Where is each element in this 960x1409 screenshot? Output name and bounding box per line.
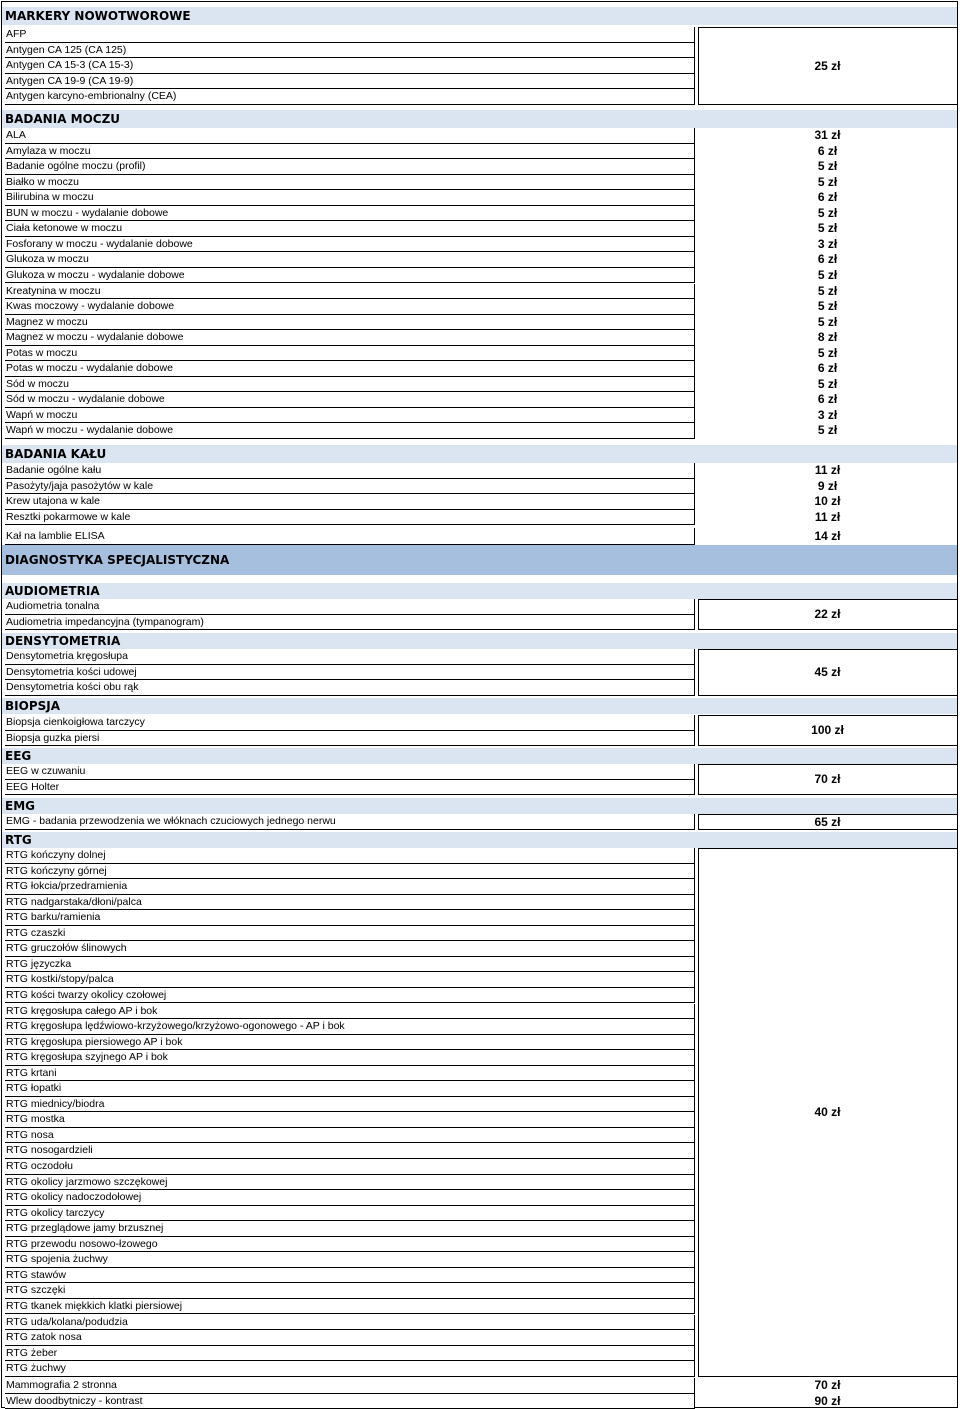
- section-audiometria-band: [2, 583, 957, 599]
- rtg-item: RTG nosogardzieli: [5, 1143, 695, 1159]
- eeg-item: EEG Holter: [5, 780, 695, 796]
- marker-item: AFP: [5, 27, 695, 43]
- mocz-price: 6 zł: [817, 392, 838, 407]
- mocz-price: 5 zł: [817, 314, 838, 329]
- marker-item: Antygen karcyno-embrionalny (CEA): [5, 89, 695, 105]
- mocz-item: Amylaza w moczu: [5, 144, 695, 160]
- mocz-item: BUN w moczu - wydalanie dobowe: [5, 206, 695, 222]
- mocz-item: Wapń w moczu: [5, 408, 695, 424]
- densytometria-item: Densytometria kości udowej: [5, 665, 695, 681]
- section-eeg: EEG: [5, 749, 32, 763]
- densytometria-item: Densytometria kości obu rąk: [5, 680, 695, 696]
- rtg-item: RTG mostka: [5, 1112, 695, 1128]
- rtg-item: RTG kręgosłupa piersiowego AP i bok: [5, 1035, 695, 1051]
- rtg-item: RTG kręgosłupa szyjnego AP i bok: [5, 1050, 695, 1066]
- mocz-price: 5 zł: [817, 423, 838, 438]
- rtg-item: RTG szczęki: [5, 1283, 695, 1299]
- densytometria-item: Densytometria kręgosłupa: [5, 649, 695, 665]
- rtg-item: RTG kostki/stopy/palca: [5, 972, 695, 988]
- section-biopsja: BIOPSJA: [5, 699, 61, 713]
- section-mocz-band: [2, 110, 957, 128]
- rtg-item: RTG przeglądowe jamy brzusznej: [5, 1221, 695, 1237]
- mocz-price: 31 zł: [814, 128, 841, 142]
- mocz-price: 5 zł: [817, 267, 838, 282]
- rtg-item: RTG kręgosłupa lędźwiowo-krzyżowego/krzyżowo-ogonowego - AP i bok: [5, 1019, 695, 1035]
- mocz-price: 5 zł: [817, 345, 838, 360]
- rtg-item: RTG gruczołów ślinowych: [5, 941, 695, 957]
- rtg-item: RTG oczodołu: [5, 1159, 695, 1175]
- rtg-item: RTG barku/ramienia: [5, 910, 695, 926]
- section-biopsja-band: [2, 698, 957, 714]
- biopsja-item: Biopsja cienkoigłowa tarczycy: [5, 715, 695, 731]
- emg-price: 65 zł: [814, 815, 841, 829]
- mocz-item: Fosforany w moczu - wydalanie dobowe: [5, 237, 695, 253]
- price-list-sheet: [1, 1, 958, 1408]
- rtg-item: RTG stawów: [5, 1268, 695, 1284]
- mocz-item: Bilirubina w moczu: [5, 190, 695, 206]
- kal-item: Kał na lamblie ELISA: [5, 528, 695, 545]
- rtg-item: RTG czaszki: [5, 926, 695, 942]
- eeg-price: 70 zł: [814, 772, 841, 786]
- audiometria-item: Audiometria tonalna: [5, 599, 695, 615]
- rtg-item: RTG języczka: [5, 957, 695, 973]
- section-diagnostyka: DIAGNOSTYKA SPECJALISTYCZNA: [5, 553, 230, 567]
- section-eeg-band: [2, 748, 957, 764]
- section-kal-band: [2, 445, 957, 463]
- emg-item: EMG - badania przewodzenia we włóknach czuciowych jednego nerwu: [5, 814, 695, 830]
- tail-item: Mammografia 2 stronna: [5, 1378, 695, 1394]
- mocz-price: 6 zł: [817, 252, 838, 267]
- mocz-item: Sód w moczu: [5, 377, 695, 393]
- biopsja-price: 100 zł: [811, 723, 844, 737]
- mocz-price: 6 zł: [817, 143, 838, 158]
- kal-price: 14 zł: [814, 529, 841, 543]
- mocz-item: Sód w moczu - wydalanie dobowe: [5, 392, 695, 408]
- mocz-price: 5 zł: [817, 205, 838, 220]
- rtg-item: RTG nadgarstaka/dłoni/palca: [5, 895, 695, 911]
- section-rtg-band: [2, 832, 957, 848]
- mocz-item: Magnez w moczu - wydalanie dobowe: [5, 330, 695, 346]
- mocz-price: 5 zł: [817, 159, 838, 174]
- section-emg: EMG: [5, 799, 35, 813]
- mocz-item: Badanie ogólne moczu (profil): [5, 159, 695, 175]
- rtg-item: RTG łopatki: [5, 1081, 695, 1097]
- section-kal: BADANIA KAŁU: [5, 447, 107, 461]
- kal-item: Krew utajona w kale: [5, 494, 695, 510]
- marker-item: Antygen CA 125 (CA 125): [5, 43, 695, 59]
- mocz-item: Glukoza w moczu - wydalanie dobowe: [5, 268, 695, 284]
- mocz-price: 3 zł: [817, 236, 838, 251]
- audiometria-item: Audiometria impedancyjna (tympanogram): [5, 615, 695, 631]
- mocz-item: Wapń w moczu - wydalanie dobowe: [5, 423, 695, 439]
- rtg-item: RTG żuchwy: [5, 1361, 695, 1377]
- rtg-item: RTG kończyny górnej: [5, 864, 695, 880]
- rtg-item: RTG zatok nosa: [5, 1330, 695, 1346]
- rtg-item: RTG krtani: [5, 1066, 695, 1082]
- mocz-price: 3 zł: [817, 407, 838, 422]
- kal-price: 11 zł: [814, 463, 841, 477]
- marker-item: Antygen CA 15-3 (CA 15-3): [5, 58, 695, 74]
- mocz-price: 6 zł: [817, 190, 838, 205]
- section-emg-band: [2, 798, 957, 814]
- rtg-item: RTG spojenia żuchwy: [5, 1252, 695, 1268]
- rtg-item: RTG kręgosłupa całego AP i bok: [5, 1004, 695, 1020]
- mocz-item: Białko w moczu: [5, 175, 695, 191]
- tail-price: 70 zł: [814, 1378, 841, 1392]
- rtg-price: 40 zł: [814, 1105, 841, 1119]
- rtg-item: RTG przewodu nosowo-łzowego: [5, 1237, 695, 1253]
- rtg-item: RTG kończyny dolnej: [5, 848, 695, 864]
- mocz-price: 6 zł: [817, 361, 838, 376]
- tail-price: 90 zł: [814, 1393, 841, 1408]
- section-rtg: RTG: [5, 833, 32, 847]
- biopsja-item: Biopsja guzka piersi: [5, 731, 695, 747]
- rtg-item: RTG kości twarzy okolicy czołowej: [5, 988, 695, 1004]
- rtg-item: RTG łokcia/przedramienia: [5, 879, 695, 895]
- mocz-item: Glukoza w moczu: [5, 252, 695, 268]
- section-audiometria: AUDIOMETRIA: [5, 584, 100, 598]
- mocz-price: 5 zł: [817, 376, 838, 391]
- kal-item: Resztki pokarmowe w kale: [5, 510, 695, 526]
- mocz-item: ALA: [5, 128, 695, 144]
- marker-item: Antygen CA 19-9 (CA 19-9): [5, 74, 695, 90]
- kal-price: 10 zł: [814, 494, 841, 509]
- mocz-price: 5 zł: [817, 299, 838, 314]
- mocz-price: 5 zł: [817, 283, 838, 298]
- tail-item: Wlew doodbytniczy - kontrast: [5, 1394, 695, 1409]
- kal-item: Pasożyty/jaja pasożytów w kale: [5, 479, 695, 495]
- rtg-item: RTG miednicy/biodra: [5, 1097, 695, 1113]
- kal-price: 9 zł: [817, 478, 838, 493]
- mocz-price: 5 zł: [817, 174, 838, 189]
- mocz-item: Potas w moczu: [5, 346, 695, 362]
- section-mocz: BADANIA MOCZU: [5, 112, 121, 126]
- densytometria-price: 45 zł: [814, 665, 841, 679]
- rtg-item: RTG uda/kolana/podudzia: [5, 1315, 695, 1331]
- eeg-item: EEG w czuwaniu: [5, 764, 695, 780]
- rtg-item: RTG żeber: [5, 1346, 695, 1362]
- rtg-item: RTG okolicy tarczycy: [5, 1206, 695, 1222]
- kal-price: 11 zł: [814, 509, 841, 524]
- mocz-item: Potas w moczu - wydalanie dobowe: [5, 361, 695, 377]
- kal-item: Badanie ogólne kału: [5, 463, 695, 479]
- mocz-price: 8 zł: [817, 330, 838, 345]
- mocz-item: Kreatynina w moczu: [5, 284, 695, 300]
- mocz-item: Kwas moczowy - wydalanie dobowe: [5, 299, 695, 315]
- mocz-item: Magnez w moczu: [5, 315, 695, 331]
- rtg-item: RTG tkanek miękkich klatki piersiowej: [5, 1299, 695, 1315]
- mocz-price: 5 zł: [817, 221, 838, 236]
- rtg-item: RTG okolicy nadoczodołowej: [5, 1190, 695, 1206]
- audiometria-price: 22 zł: [814, 607, 841, 621]
- rtg-item: RTG okolicy jarzmowo szczękowej: [5, 1175, 695, 1191]
- section-densytometria-band: [2, 633, 957, 649]
- mocz-item: Ciała ketonowe w moczu: [5, 221, 695, 237]
- rtg-item: RTG nosa: [5, 1128, 695, 1144]
- section-densytometria: DENSYTOMETRIA: [5, 634, 121, 648]
- section-markery: MARKERY NOWOTWOROWE: [5, 9, 191, 23]
- markery-price: 25 zł: [814, 59, 841, 73]
